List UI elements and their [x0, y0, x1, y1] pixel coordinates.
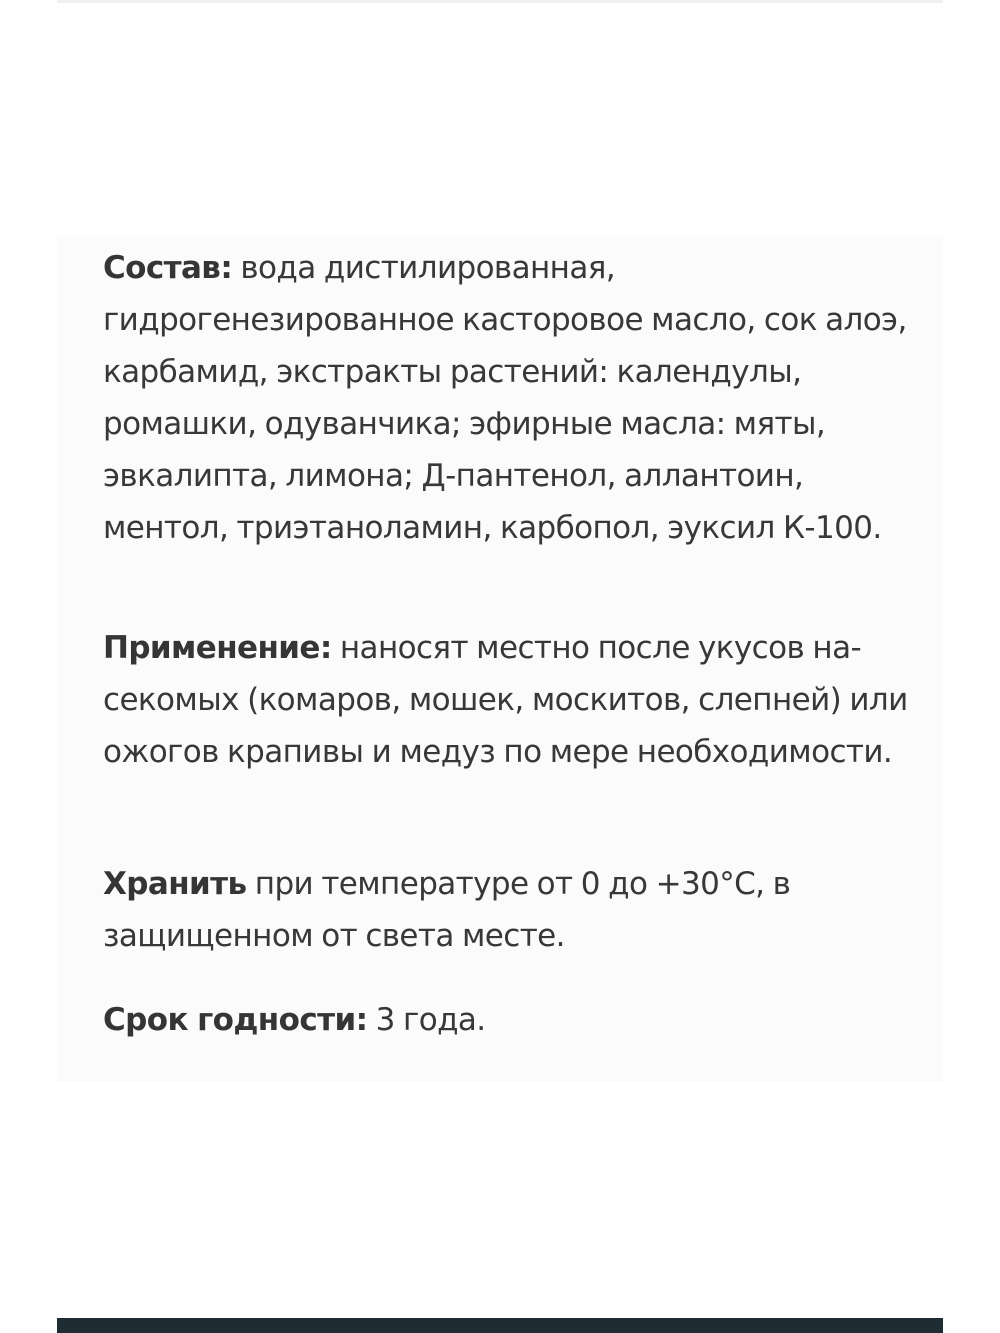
usage-section: [103, 622, 933, 778]
storage-label: Хранить: [103, 866, 247, 902]
storage-text: при температуре от 0 до +30°С, в защищенном от света месте.: [103, 866, 791, 954]
shelf-life-label: Срок годности:: [103, 1002, 368, 1038]
bottom-bar: [57, 1318, 943, 1333]
product-info-panel: [57, 236, 943, 1082]
shelf-life-text: 3 года.: [367, 1002, 486, 1038]
usage-text: наносят местно после укусов насекомых (комаров, мошек, москитов, слепней) или ожогов крапивы и медуз по мере необходимости.: [103, 630, 908, 770]
composition-label: Состав:: [103, 250, 233, 286]
composition-text: вода дистилированная, гидрогенезированное касторовое масло, сок алоэ, карбамид, экстракты растений: календулы, ромашки, одуванчика; эфирные масла: мяты, эвкалипта, лимона; Д-пантенол, аллантоин, ментол, триэтаноламин, карбопол, эуксил К-100.: [103, 250, 907, 546]
shelf-life-section: [103, 994, 933, 1046]
top-divider: [57, 0, 943, 3]
composition-section: [103, 242, 933, 554]
storage-section: [103, 858, 933, 962]
usage-label: Применение:: [103, 630, 332, 666]
